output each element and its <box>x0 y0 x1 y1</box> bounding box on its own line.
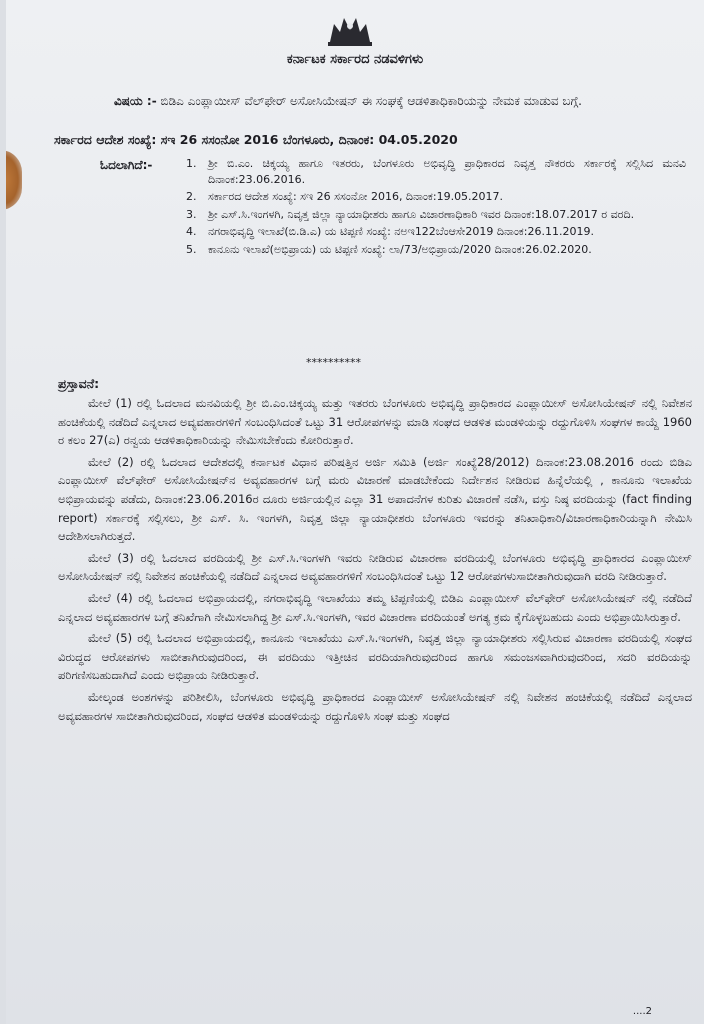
paragraph: ಮೇಲೆ (4) ರಲ್ಲಿ ಓದಲಾದ ಅಭಿಪ್ರಾಯದಲ್ಲಿ, ನಗರಾಭಿವೃದ್ಧಿ ಇಲಾಖೆಯು ತಮ್ಮ ಟಿಪ್ಪಣಿಯಲ್ಲಿ ಬಿಡಿಎ ಎಂಪ್ಲಾಯೀಸ್ ವೆಲ್‌ಫೇರ್ ಅಸೋಸಿಯೇಷನ್ ನಲ್ಲಿ ನಡೆದಿದೆ ಎನ್ನಲಾದ ಅವ್ಯವಹಾರಗಳ ಬಗ್ಗೆ ತನಿಖೆಗಾಗಿ ನೇಮಿಸಲಾಗಿದ್ದ ಶ್ರೀ ಎಸ್.ಸಿ.ಇಂಗಳಗಿ, ಇವರ ವಿಚಾರಣಾ ವರದಿಯಂತೆ ಅಗತ್ಯ ಕ್ರಮ ಕೈಗೊಳ್ಳಬಹುದು ಎಂದು ಅಭಿಪ್ರಾಯಿಸಿರುತ್ತಾರೆ. <box>58 590 692 624</box>
finger-shadow <box>6 150 22 210</box>
reference-item <box>186 224 686 240</box>
reference-number: 5. <box>186 242 197 256</box>
subject-text: ಬಿಡಿಎ ಎಂಪ್ಲಾಯೀಸ್ ವೆಲ್‌ಫೇರ್ ಅಸೋಸಿಯೇಷನ್ ಈ ಸಂಘಕ್ಕೆ ಆಡಳಿತಾಧಿಕಾರಿಯನ್ನು ನೇಮಕ ಮಾಡುವ ಬಗ್ಗೆ. <box>160 94 582 108</box>
reference-item <box>186 207 686 223</box>
paragraph: ಮೇಲೆ (2) ರಲ್ಲಿ ಓದಲಾದ ಆದೇಶದಲ್ಲಿ ಕರ್ನಾಟಕ ವಿಧಾನ ಪರಿಷತ್ತಿನ ಅರ್ಜಿ ಸಮಿತಿ (ಅರ್ಜಿ ಸಂಖ್ಯೆ28/2012) ದಿನಾಂಕ:23.08.2016 ರಂದು ಬಿಡಿಎ ಎಂಪ್ಲಾಯೀಸ್ ವೆಲ್‌ಫೇರ್ ಅಸೋಸಿಯೇಷನ್‌ನ ಅವ್ಯವಹಾರಗಳ ಬಗ್ಗೆ ಮರು ವಿಚಾರಣೆ ಮಾಡಬೇಕೆಂದು ನಿರ್ದೇಶನ ನೀಡಿರುವ ಹಿನ್ನೆಲೆಯಲ್ಲಿ , ಕಾನೂನು ಇಲಾಖೆಯ ಅಭಿಪ್ರಾಯವನ್ನು ಪಡೆದು, ದಿನಾಂಕ:23.06.2016ರ ದೂರು ಅರ್ಜಿಯಲ್ಲಿನ ಎಲ್ಲಾ 31 ಅಪಾದನೆಗಳ ಕುರಿತು ವಿಚಾರಣೆ ನಡೆಸಿ, ವಸ್ತು ನಿಷ್ಠ ವರದಿಯನ್ನು (fact finding report) ಸರ್ಕಾರಕ್ಕೆ ಸಲ್ಲಿಸಲು, ಶ್ರೀ ಎಸ್. ಸಿ. ಇಂಗಳಗಿ, ನಿವೃತ್ತ ಜಿಲ್ಲಾ ನ್ಯಾಯಾಧೀಶರು ಬೆಂಗಳೂರು ಇವರನ್ನು ತನಿಖಾಧಿಕಾರಿ/ವಿಚಾರಣಾಧಿಕಾರಿಯನ್ನಾಗಿ ನೇಮಿಸಿ ಆದೇಶಿಸಲಾಗಿರುತ್ತದೆ. <box>58 454 692 544</box>
subject-label: ವಿಷಯ :- <box>114 94 157 108</box>
paragraph: ಮೇಲ್ಕಂಡ ಅಂಶಗಳನ್ನು ಪರಿಶೀಲಿಸಿ, ಬೆಂಗಳೂರು ಅಭಿವೃದ್ಧಿ ಪ್ರಾಧಿಕಾರದ ಎಂಪ್ಲಾಯೀಸ್ ಅಸೋಸಿಯೇಷನ್ ನಲ್ಲಿ ನಿವೇಶನ ಹಂಚಿಕೆಯಲ್ಲಿ ನಡೆದಿದೆ ಎನ್ನಲಾದ ಅವ್ಯವಹಾರಗಳ ಸಾಬೀತಾಗಿರುವುದರಿಂದ, ಸಂಘದ ಆಡಳಿತ ಮಂಡಳಿಯನ್ನು ರದ್ದುಗೊಳಿಸಿ ಸಂಘ ಮತ್ತು ಸಂಘದ <box>58 689 692 723</box>
reference-text: ಸರ್ಕಾರದ ಆದೇಶ ಸಂಖ್ಯೆ: ಸಇ 26 ಸಸಂನೋ 2016, ದಿನಾಂಕ:19.05.2017. <box>208 190 504 203</box>
subject-block <box>114 92 674 110</box>
page-number: ....2 <box>632 1006 652 1017</box>
references-label: ಓದಲಾಗಿದೆ:- <box>100 158 153 172</box>
reference-number: 1. <box>186 157 197 170</box>
reference-number: 3. <box>186 207 197 221</box>
order-number-line: ಸರ್ಕಾರದ ಆದೇಶ ಸಂಖ್ಯೆ: ಸಇ 26 ಸಸಂನೋ 2016 ಬೆಂಗಳೂರು, ದಿನಾಂಕ: 04.05.2020 <box>54 132 458 147</box>
preamble-body <box>58 394 692 728</box>
paragraph: ಮೇಲೆ (5) ರಲ್ಲಿ ಓದಲಾದ ಅಭಿಪ್ರಾಯದಲ್ಲಿ, ಕಾನೂನು ಇಲಾಖೆಯು ಎಸ್.ಸಿ.ಇಂಗಳಗಿ, ನಿವೃತ್ತ ಜಿಲ್ಲಾ ನ್ಯಾಯಾಧೀಶರು ಸಲ್ಲಿಸಿರುವ ವಿಚಾರಣಾ ವರದಿಯಲ್ಲಿ ಸಂಘದ ವಿರುದ್ಧದ ಆರೋಪಗಳು ಸಾಬೀತಾಗಿರುವುದರಿಂದ, ಈ ವರದಿಯು ಇತ್ತೀಚಿನ ವರದಿಯಾಗಿರುವುದರಿಂದ ಹಾಗೂ ಸಮಂಜಸವಾಗಿರುವುದರಿಂದ, ಸದರಿ ವರದಿಯನ್ನು ಪರಿಗಣಿಸಬಹುದಾಗಿದೆ ಎಂದು ಅಭಿಪ್ರಾಯ ನೀಡಿರುತ್ತಾರೆ. <box>58 631 692 683</box>
reference-text: ಕಾನೂನು ಇಲಾಖೆ(ಅಭಿಪ್ರಾಯ) ಯ ಟಿಪ್ಪಣಿ ಸಂಖ್ಯೆ: ಲಾ/73/ಅಭಿಪ್ರಾಯ/2020 ದಿನಾಂಕ:26.02.2020. <box>208 242 592 256</box>
reference-text: ಶ್ರೀ ಎಸ್.ಸಿ.ಇಂಗಳಗಿ, ನಿವೃತ್ತ ಜಿಲ್ಲಾ ನ್ಯಾಯಾಧೀಶರು ಹಾಗೂ ವಿಚಾರಣಾಧಿಕಾರಿ ಇವರ ದಿನಾಂಕ:18.07.2017 ರ ವರದಿ. <box>208 207 635 221</box>
section-separator: ********** <box>306 356 361 369</box>
reference-item <box>186 242 686 258</box>
government-emblem-icon <box>324 12 376 48</box>
reference-number: 2. <box>186 190 197 203</box>
references-list <box>186 156 686 259</box>
reference-item <box>186 156 686 187</box>
reference-number: 4. <box>186 225 197 238</box>
paragraph: ಮೇಲೆ (1) ರಲ್ಲಿ ಓದಲಾದ ಮನವಿಯಲ್ಲಿ ಶ್ರೀ ಬಿ.ಎಂ.ಚಿಕ್ಕಯ್ಯ ಮತ್ತು ಇತರರು ಬೆಂಗಳೂರು ಅಭಿವೃದ್ಧಿ ಪ್ರಾಧಿಕಾರದ ಎಂಪ್ಲಾಯೀಸ್ ಅಸೋಸಿಯೇಷನ್ ನಲ್ಲಿ ನಿವೇಶನ ಹಂಚಿಕೆಯಲ್ಲಿ ನಡೆದಿದೆ ಎನ್ನಲಾದ ಅವ್ಯವಹಾರಗಳಿಗೆ ಸಂಬಂಧಿಸಿದಂತೆ ಒಟ್ಟು 31 ಆರೋಪಗಳನ್ನು ಮಾಡಿ ಸಂಘದ ಆಡಳಿತ ಮಂಡಳಿಯನ್ನು ರದ್ದುಗೊಳಿಸಿ ಸಂಘಗಳ ಕಾಯ್ದೆ 1960 ರ ಕಲಂ 27(ಎ) ರನ್ವಯ ಆಡಳಿತಾಧಿಕಾರಿಯನ್ನು ನೇಮಿಸಬೇಕೆಂದು ಕೋರಿರುತ್ತಾರೆ. <box>58 396 692 448</box>
reference-text: ಶ್ರೀ ಬಿ.ಎಂ. ಚಿಕ್ಕಯ್ಯ ಹಾಗೂ ಇತರರು, ಬೆಂಗಳೂರು ಅಭಿವೃದ್ಧಿ ಪ್ರಾಧಿಕಾರದ ನಿವೃತ್ತ ನೌಕರರು ಸರ್ಕಾರಕ್ಕೆ ಸಲ್ಲಿಸಿದ ಮನವಿ ದಿನಾಂಕ:23.06.2016. <box>208 157 686 186</box>
reference-text: ನಗರಾಭಿವೃದ್ಧಿ ಇಲಾಖೆ(ಬಿ.ಡಿ.ಎ) ಯ ಟಿಪ್ಪಣಿ ಸಂಖ್ಯೆ: ನಅಇ122ಬೆಂಆಸೇ2019 ದಿನಾಂಕ:26.11.2019. <box>208 225 594 238</box>
preamble-heading: ಪ್ರಸ್ತಾವನೆ: <box>58 376 100 391</box>
document-title: ಕರ್ನಾಟಕ ಸರ್ಕಾರದ ನಡವಳಿಗಳು <box>286 52 424 67</box>
document-page <box>6 0 704 1024</box>
reference-item <box>186 189 686 205</box>
paragraph: ಮೇಲೆ (3) ರಲ್ಲಿ ಓದಲಾದ ವರದಿಯಲ್ಲಿ ಶ್ರೀ ಎಸ್.ಸಿ.ಇಂಗಳಗಿ ಇವರು ನೀಡಿರುವ ವಿಚಾರಣಾ ವರದಿಯಲ್ಲಿ ಬೆಂಗಳೂರು ಅಭಿವೃದ್ಧಿ ಪ್ರಾಧಿಕಾರದ ಎಂಪ್ಲಾಯೀಸ್ ಅಸೋಸಿಯೇಷನ್ ನಲ್ಲಿ ನಿವೇಶನ ಹಂಚಿಕೆಯಲ್ಲಿ ನಡೆದಿದೆ ಎನ್ನಲಾದ ಅವ್ಯವಹಾರಗಳಿಗೆ ಸಂಬಂಧಿಸಿದಂತೆ ಒಟ್ಟು 12 ಆರೋಪಗಳುಸಾಬೀತಾಗಿರುವುದಾಗಿ ವರದಿ ನೀಡಿರುತ್ತಾರೆ. <box>58 550 692 584</box>
